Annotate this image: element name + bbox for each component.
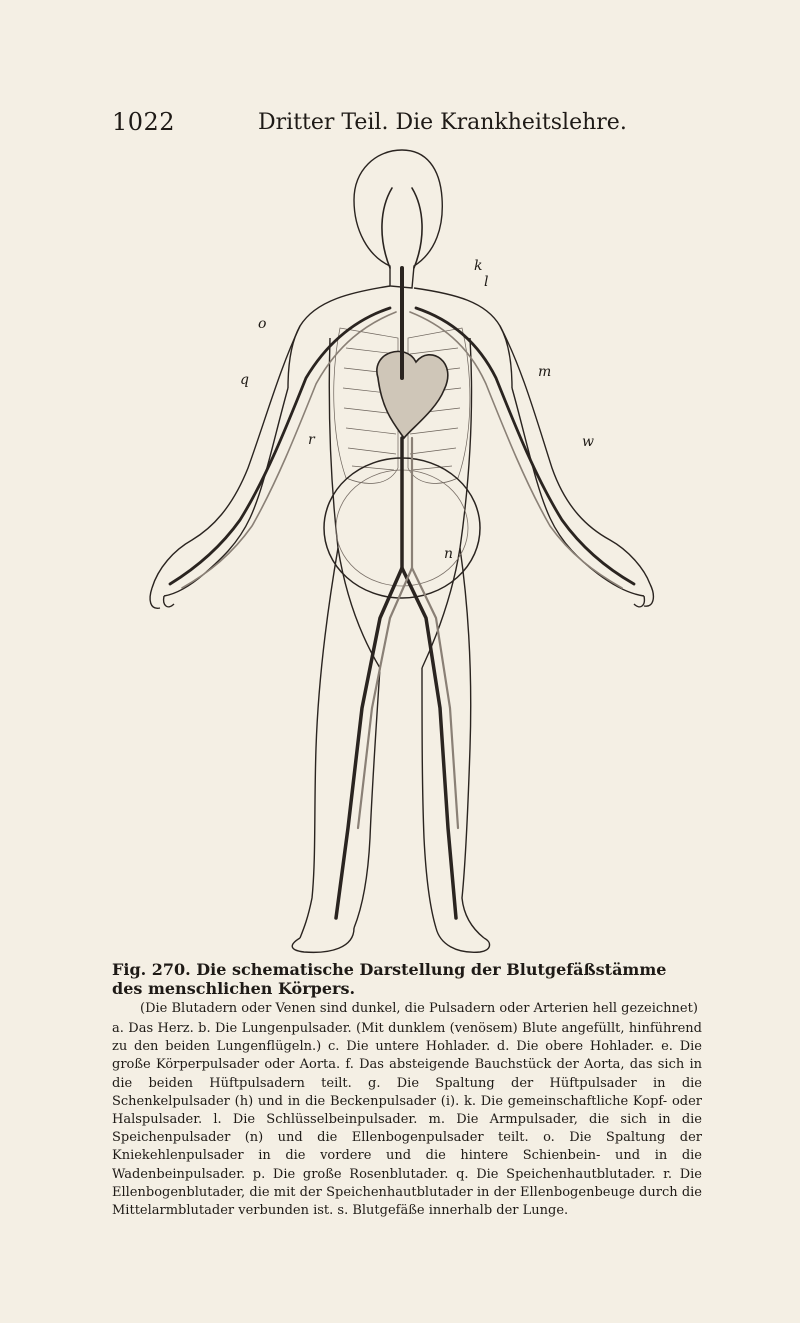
vessels (170, 188, 634, 918)
mark-o: o (258, 316, 267, 332)
mark-q: q (240, 372, 249, 388)
mark-n: n (444, 546, 454, 562)
page-number: 1022 (112, 108, 176, 136)
circulatory-system-drawing (140, 148, 660, 958)
mark-k: k (474, 258, 483, 274)
page-header (0, 108, 800, 148)
anatomical-illustration (140, 148, 660, 958)
running-title: Dritter Teil. Die Krankheitslehre. (258, 110, 627, 135)
figure-caption (112, 960, 702, 1220)
mark-m: m (538, 364, 552, 380)
heart (377, 351, 448, 438)
caption-title: Fig. 270. Die schematische Darstellung der Blutgefäßstämme des menschlichen Körpers. (112, 960, 667, 998)
mark-l: l (484, 274, 489, 290)
caption-note: (Die Blutadern oder Venen sind dunkel, die Pulsadern oder Arterien hell gezeichnet) (140, 1001, 698, 1016)
caption-body: a. Das Herz. b. Die Lungenpulsader. (Mit dunklem (venösem) Blute angefüllt, hinführend zu den beiden Lungenflügeln.) c. Die untere Hohlader. d. Die obere Hohlader. e. Die große Körperpulsader oder Aorta. f. Das absteigende Bauchstück der Aorta, das sich in die beiden Hüftpulsadern teilt. g. Die Spaltung der Hüftpulsader in die Schenkelpulsader (h) und in die Beckenpulsader (i). k. Die gemeinschaftliche Kopf- oder Halspulsader. l. Die Schlüsselbeinpulsader. m. Die Armpulsader, die sich in die Speichenpulsader (n) und die Ellenbogenpulsader teilt. o. Die Spaltung der Kniekehlenpulsader in die vordere und die hintere Schienbein- und in die Wadenbeinpulsader. p. Die große Rosenblutader. q. Die Speichenhautblutader. r. Die Ellenbogenblutader, die mit der Speichenhautblutader in der Ellenbogenbeuge durch die Mittelarmblutader verbunden ist. s. Blutgefäße innerhalb der Lunge. (112, 1021, 702, 1219)
mark-w: w (582, 434, 594, 450)
mark-r: r (308, 432, 315, 448)
